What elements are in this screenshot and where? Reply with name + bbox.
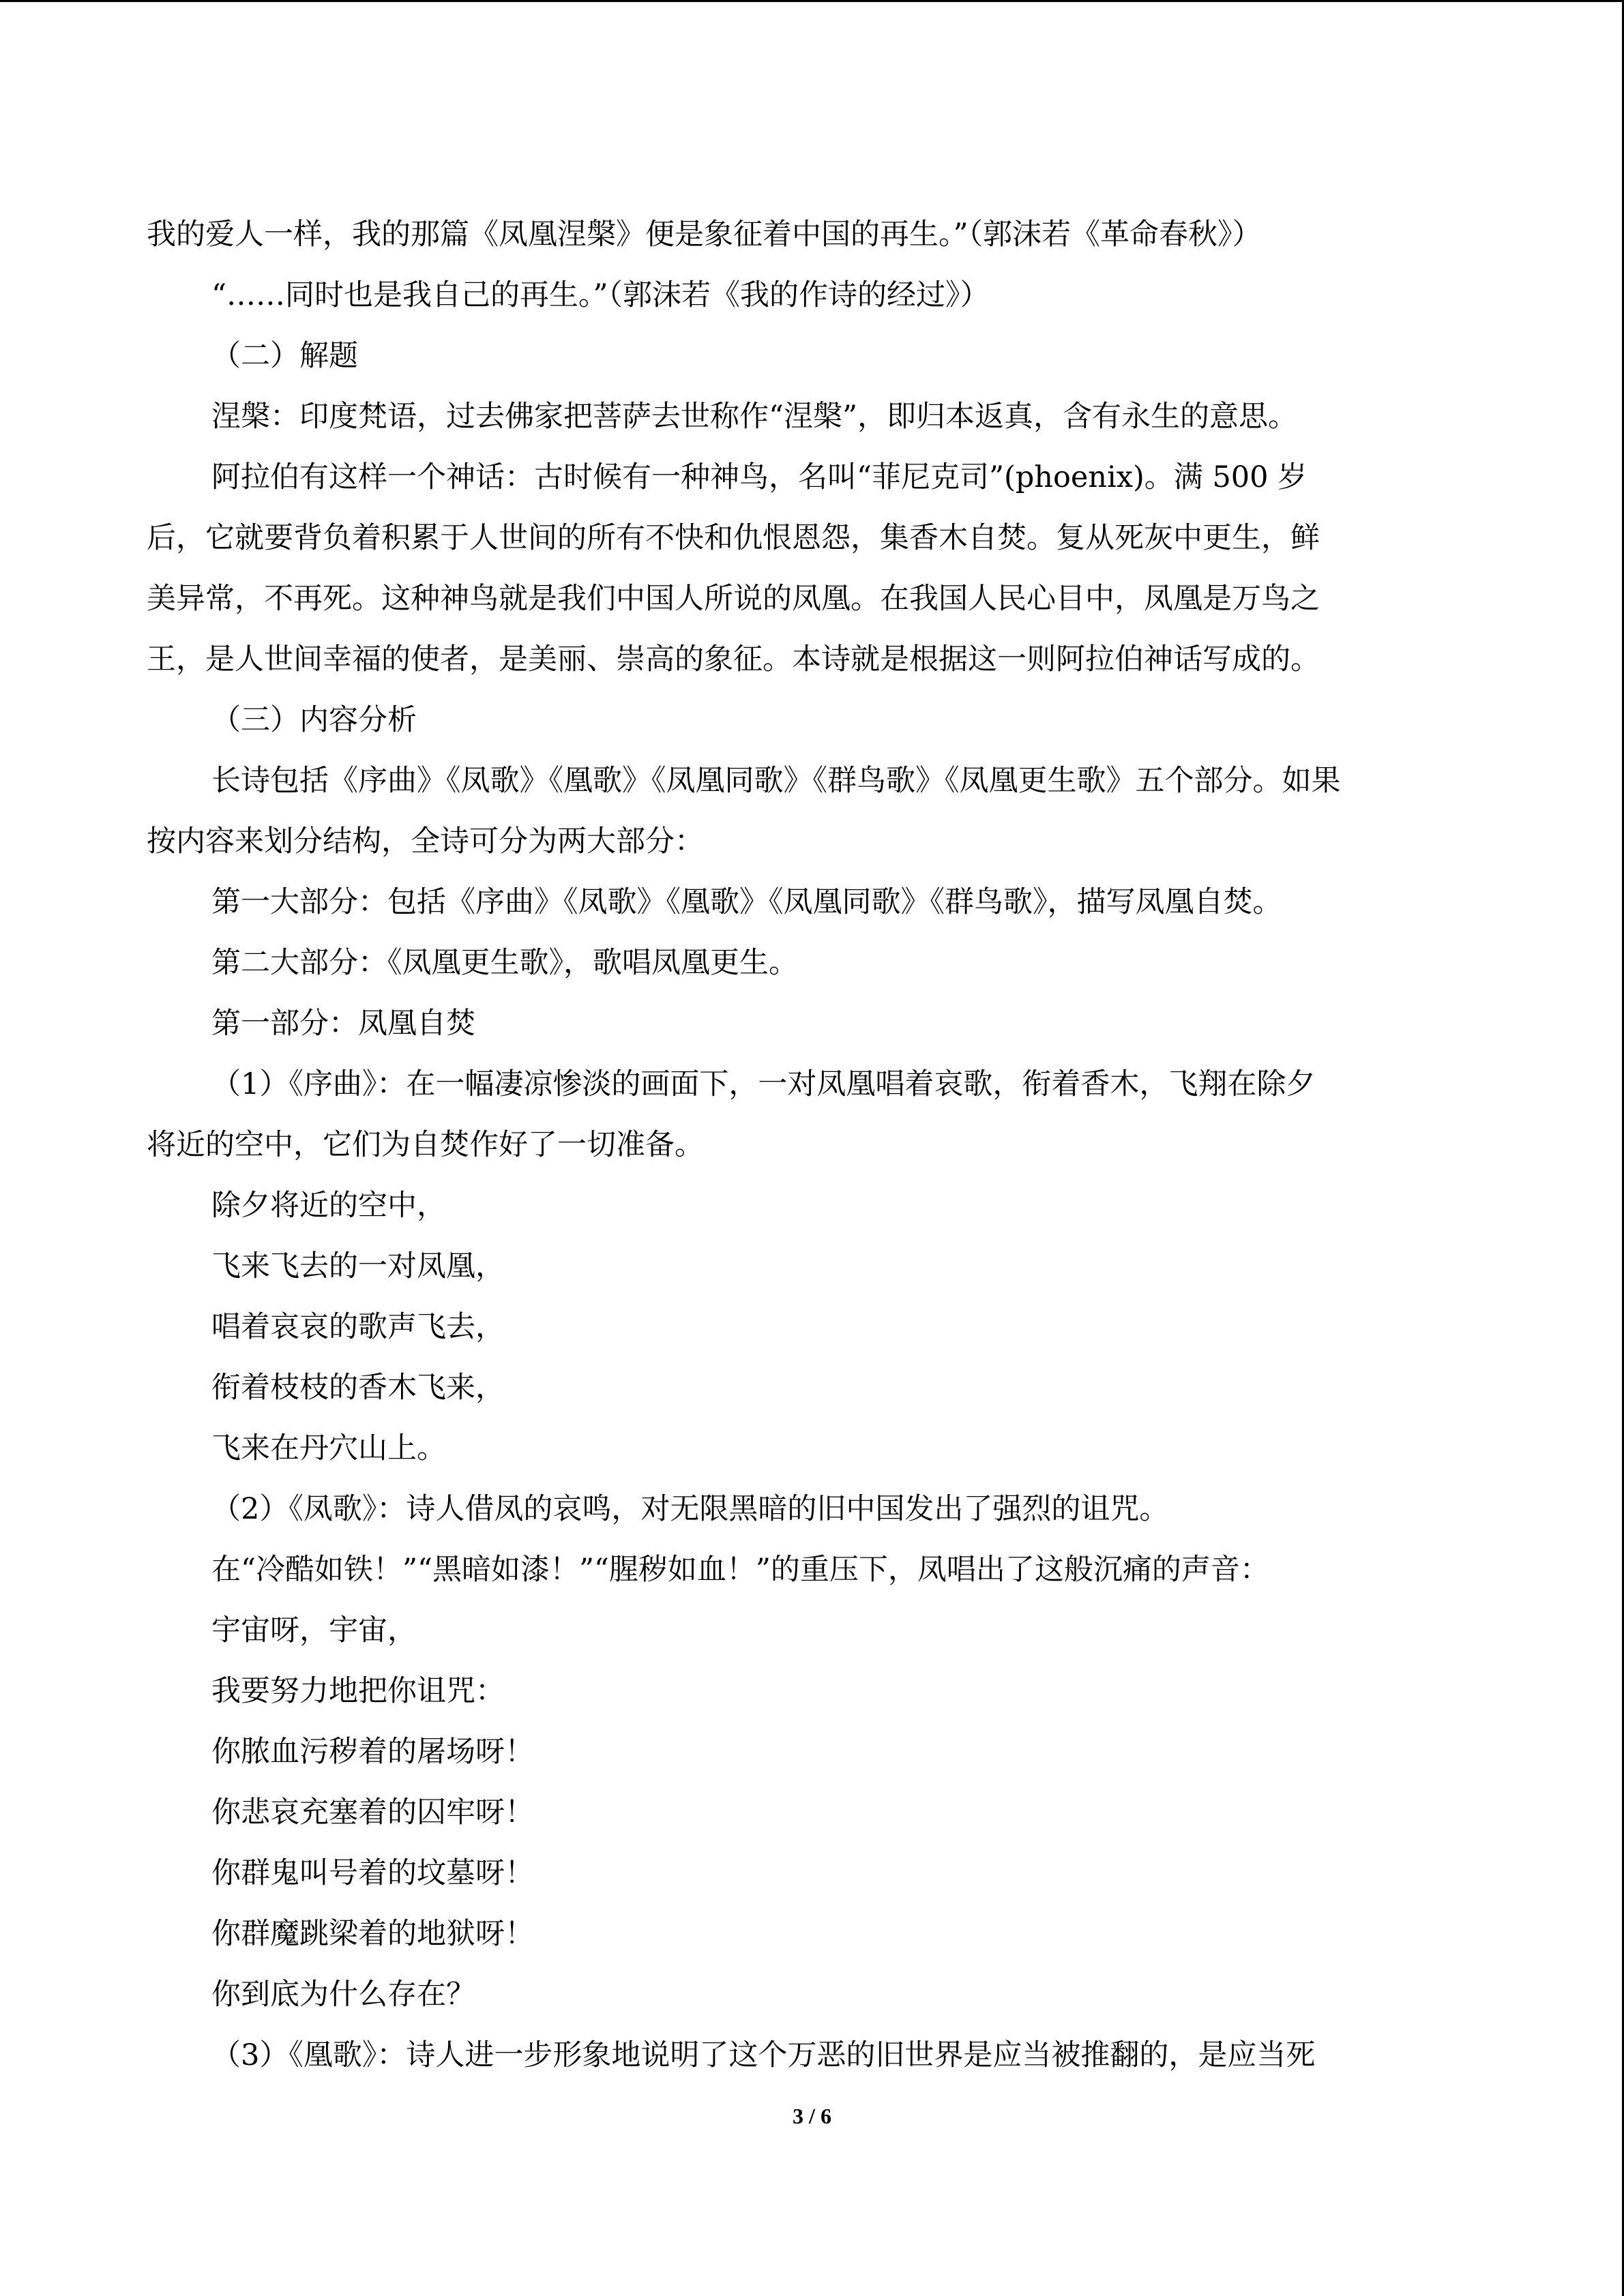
poem-line: 我要努力地把你诅咒： <box>211 1674 505 1708</box>
section-heading: （二）解题 <box>211 339 358 373</box>
text-line: 阿拉伯有这样一个神话：古时候有一种神鸟，名叫“菲尼克司”(phoenix)。满 500 岁 <box>211 460 1308 494</box>
text-line: （3）《凰歌》：诗人进一步形象地说明了这个万恶的旧世界是应当被推翻的，是应当死 <box>211 2038 1316 2072</box>
text-line: 美异常，不再死。这种神鸟就是我们中国人所说的凤凰。在我国人民心目中，凤凰是万鸟之 <box>147 582 1320 616</box>
text-line: 我的爱人一样，我的那篇《凤凰涅槃》便是象征着中国的再生。”（郭沫若《革命春秋》） <box>147 218 1262 252</box>
poem-line: 宇宙呀，宇宙， <box>211 1613 417 1648</box>
text-line: 按内容来划分结构，全诗可分为两大部分： <box>147 824 704 859</box>
poem-line: 唱着哀哀的歌声飞去， <box>211 1310 505 1344</box>
text-line: 第二大部分：《凤凰更生歌》，歌唱凤凰更生。 <box>211 946 798 980</box>
text-line: 在“冷酷如铁！”“黑暗如漆！”“腥秽如血！”的重压下，凤唱出了这般沉痛的声音： <box>211 1553 1269 1587</box>
text-line: 后，它就要背负着积累于人世间的所有不快和仇恨恩怨，集香木自焚。复从死灰中更生，鲜 <box>147 521 1320 555</box>
text-line: 将近的空中，它们为自焚作好了一切准备。 <box>147 1128 704 1162</box>
poem-line: 除夕将近的空中， <box>211 1189 446 1223</box>
text-line: （1）《序曲》：在一幅凄凉惨淡的画面下，一对凤凰唱着哀歌，衔着香木，飞翔在除夕 <box>211 1067 1316 1101</box>
poem-line: 飞来在丹穴山上。 <box>211 1431 446 1465</box>
text-line: “……同时也是我自己的再生。”（郭沫若《我的作诗的经过》） <box>211 278 990 312</box>
poem-line: 飞来飞去的一对凤凰， <box>211 1249 505 1283</box>
text-line: 涅槃：印度梵语，过去佛家把菩萨去世称作“涅槃”，即归本返真，含有永生的意思。 <box>211 400 1297 434</box>
text-line: （2）《凤歌》：诗人借凤的哀鸣，对无限黑暗的旧中国发出了强烈的诅咒。 <box>211 1492 1169 1526</box>
poem-line: 你群鬼叫号着的坟墓呀！ <box>211 1856 534 1890</box>
poem-line: 你悲哀充塞着的囚牢呀！ <box>211 1795 534 1830</box>
text-line: 第一大部分：包括《序曲》《凤歌》《凰歌》《凤凰同歌》《群鸟歌》，描写凤凰自焚。 <box>211 885 1282 919</box>
text-line: 第一部分：凤凰自焚 <box>211 1007 475 1041</box>
poem-line: 你脓血污秽着的屠场呀！ <box>211 1735 534 1769</box>
document-body <box>147 205 1483 2086</box>
poem-line: 衔着枝枝的香木飞来， <box>211 1371 505 1405</box>
text-line: 王，是人世间幸福的使者，是美丽、崇高的象征。本诗就是根据这一则阿拉伯神话写成的。 <box>147 642 1320 676</box>
poem-line: 你群魔跳梁着的地狱呀！ <box>211 1917 534 1951</box>
poem-line: 你到底为什么存在？ <box>211 1978 475 2012</box>
page-number: 3 / 6 <box>793 2104 831 2128</box>
page-border-top <box>0 0 1624 2</box>
section-heading: （三）内容分析 <box>211 703 417 737</box>
text-line: 长诗包括《序曲》《凤歌》《凰歌》《凤凰同歌》《群鸟歌》《凤凰更生歌》五个部分。如果 <box>211 764 1341 798</box>
